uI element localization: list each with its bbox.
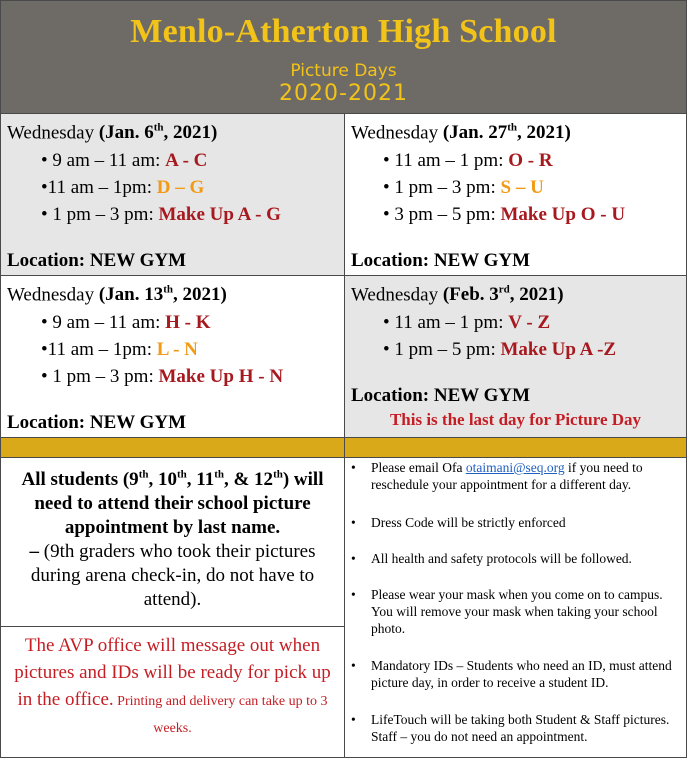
day-title: Wednesday (Feb. 3rd, 2021)	[351, 284, 564, 306]
day-title: Wednesday (Jan. 13th, 2021)	[7, 284, 227, 306]
day-title: Wednesday (Jan. 6th, 2021)	[7, 122, 218, 144]
grid-line	[344, 113, 345, 757]
day-cell-jan-13	[1, 276, 344, 437]
list-item: • Mandatory IDs – Students who need an ID, must attend picture day, in order to receive a student ID.	[351, 658, 672, 690]
time-slot: • 3 pm – 5 pm: Make Up O - U	[383, 204, 626, 225]
avp-office-notice: The AVP office will message out when pictures and IDs will be ready for pick up in the office. Printing and delivery can take up to 3 weeks.	[14, 635, 331, 736]
time-slot: • 11 am – 1 pm: O - R	[383, 150, 553, 171]
list-item: • Please wear your mask when you come on to campus. You will remove your mask when taking your school photo.	[351, 587, 663, 636]
time-slot: • 9 am – 11 am: A - C	[41, 150, 208, 171]
time-slot: • 11 am – 1 pm: V - Z	[383, 312, 551, 333]
time-slot: • 9 am – 11 am: H - K	[41, 312, 211, 333]
header-banner	[1, 1, 686, 113]
list-item: • Dress Code will be strictly enforced	[351, 515, 566, 530]
list-item: • All health and safety protocols will be followed.	[351, 551, 632, 566]
school-year: 2020-2021	[279, 81, 408, 106]
location-label: Location: NEW GYM	[7, 250, 187, 271]
last-day-note: This is the last day for Picture Day	[389, 410, 642, 429]
school-title: Menlo-Atherton High School	[130, 13, 557, 50]
time-slot: • 1 pm – 5 pm: Make Up A -Z	[383, 339, 617, 360]
notes-list	[349, 459, 679, 745]
picture-days-subtitle: Picture Days	[290, 61, 397, 81]
time-slot: •11 am – 1pm: L - N	[41, 339, 198, 360]
time-slot: • 1 pm – 3 pm: Make Up H - N	[41, 366, 284, 387]
time-slot: • 1 pm – 3 pm: S – U	[383, 177, 544, 198]
day-title: Wednesday (Jan. 27th, 2021)	[351, 122, 571, 144]
grid-line	[1, 626, 344, 627]
list-item: • LifeTouch will be taking both Student & Staff pictures. Staff – you do not need an appointment.	[351, 712, 670, 744]
time-slot: •11 am – 1pm: D – G	[41, 177, 205, 198]
email-link[interactable]: otaimani@seq.org	[465, 460, 565, 475]
students-notice: All students (9th, 10th, 11th, & 12th) will need to attend their school picture appointment by last name. – (9th graders who took their pictures during arena check-in, do not have to attend).	[21, 469, 324, 611]
list-item: • Please email Ofa otaimani@seq.org if you need to reschedule your appointment for a different day.	[351, 460, 643, 492]
day-cell-jan-6	[1, 114, 344, 275]
time-slot: • 1 pm – 3 pm: Make Up A - G	[41, 204, 281, 225]
location-label: Location: NEW GYM	[7, 412, 187, 433]
location-label: Location: NEW GYM	[351, 385, 531, 406]
location-label: Location: NEW GYM	[351, 250, 531, 271]
day-cell-jan-27	[345, 114, 686, 275]
